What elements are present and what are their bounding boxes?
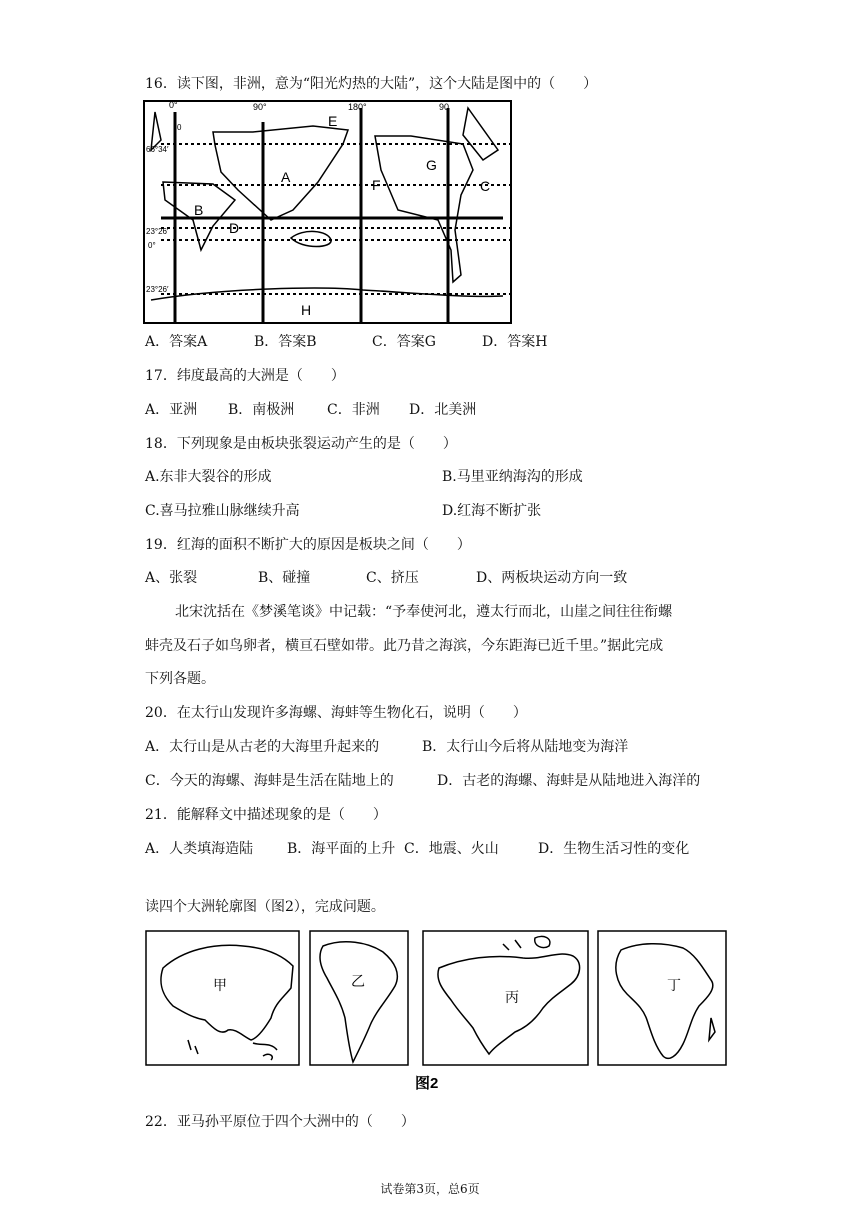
region-label-h: H [301,302,312,318]
lat-label-top: 0 [177,123,182,132]
q18-option-a[interactable]: A.东非大裂谷的形成 [145,469,272,485]
q16-option-a[interactable]: A．答案A [145,334,208,350]
box-jia [146,931,299,1065]
q18-option-d[interactable]: D.红海不断扩张 [442,503,542,519]
q19-stem: 19．红海的面积不断扩大的原因是板块之间（ ） [145,537,471,553]
q21-option-d[interactable]: D．生物生活习性的变化 [538,841,690,857]
region-label-e: E [328,113,338,129]
lon-label-180: 180° [348,102,367,112]
q20-option-d[interactable]: D．古老的海螺、海蚌是从陆地进入海洋的 [437,773,701,789]
q17-option-c[interactable]: C．非洲 [327,402,380,418]
region-label-f: F [372,177,381,193]
region-label-c: C [480,178,491,194]
continent-g-outline [375,136,473,282]
island-outline [463,108,498,160]
page-footer: 试卷第3页，总6页 [380,1182,480,1196]
region-label-g: G [426,157,437,173]
q19-option-a[interactable]: A、张裂 [145,570,198,586]
north-america-islands-outline [503,936,550,950]
lat-label-equator: 0° [148,241,156,250]
asia-islands-outline [188,1040,277,1060]
fig2-caption: 图2 [415,1075,439,1092]
box-yi [310,931,408,1065]
region-label-a: A [281,169,291,185]
q17-stem: 17．纬度最高的大洲是（ ） [145,368,345,384]
world-map-svg [143,100,513,325]
label-ding: 丁 [667,977,681,993]
q16-option-b[interactable]: B．答案B [254,334,317,350]
passage-line-1: 北宋沈括在《梦溪笔谈》中记载：“予奉使河北，遵太行而北，山崖之间往往衔螺 [175,604,673,620]
south-america-outline [320,942,397,1062]
q18-option-b[interactable]: B.马里亚纳海沟的形成 [442,469,583,485]
q18-option-c[interactable]: C.喜马拉雅山脉继续升高 [145,503,300,519]
q19-option-b[interactable]: B、碰撞 [258,570,311,586]
q19-option-d[interactable]: D、两板块运动方向一致 [476,570,628,586]
lat-label-cancer: 23°26′ [146,227,169,236]
q20-option-a[interactable]: A．太行山是从古老的大海里升起来的 [145,739,380,755]
q21-stem: 21．能解释文中描述现象的是（ ） [145,807,387,823]
australia-outline [291,231,331,246]
q17-option-d[interactable]: D．北美洲 [409,402,477,418]
africa-outline [616,944,713,1059]
q21-option-b[interactable]: B．海平面的上升 [287,841,396,857]
q20-option-c[interactable]: C．今天的海螺、海蚌是生活在陆地上的 [145,773,394,789]
madagascar-outline [709,1018,715,1040]
world-map-figure [143,100,513,329]
label-yi: 乙 [351,973,365,989]
q20-stem: 20．在太行山发现许多海螺、海蚌等生物化石，说明（ ） [145,705,527,721]
passage-line-2: 蚌壳及石子如鸟卵者，横亘石壁如带。此乃昔之海滨，今东距海已近千里。”据此完成 [145,638,664,654]
q21-option-c[interactable]: C．地震、火山 [404,841,499,857]
lon-label-0: 0° [169,100,178,110]
q21-option-a[interactable]: A．人类填海造陆 [145,841,254,857]
label-bing: 丙 [505,989,519,1005]
q22-stem: 22．亚马孙平原位于四个大洲中的（ ） [145,1114,415,1130]
region-label-b: B [194,202,204,218]
fig2-intro: 读四个大洲轮廓图（图2），完成问题。 [145,899,385,915]
continents-svg [143,928,733,1094]
lat-label-capricorn: 23°26′ [146,285,169,294]
passage-line-3: 下列各题。 [145,671,215,687]
q17-option-a[interactable]: A．亚洲 [145,402,198,418]
q16-option-c[interactable]: C．答案G [372,334,436,350]
q20-option-b[interactable]: B．太行山今后将从陆地变为海洋 [422,739,629,755]
q19-option-c[interactable]: C、挤压 [366,570,419,586]
region-label-d: D [229,220,240,236]
continents-figure [143,928,733,1098]
lon-label-90e: 90° [253,102,267,112]
q16-option-d[interactable]: D．答案H [482,334,548,350]
lat-label-arctic: 66°34′ [146,145,169,154]
q17-option-b[interactable]: B．南极洲 [228,402,295,418]
label-jia: 甲 [213,977,227,993]
q16-stem: 16．读下图，非洲，意为“阳光灼热的大陆”，这个大陆是图中的（ ） [145,76,598,92]
q18-stem: 18．下列现象是由板块张裂运动产生的是（ ） [145,436,457,452]
lon-label-90w: 90 [439,102,450,112]
